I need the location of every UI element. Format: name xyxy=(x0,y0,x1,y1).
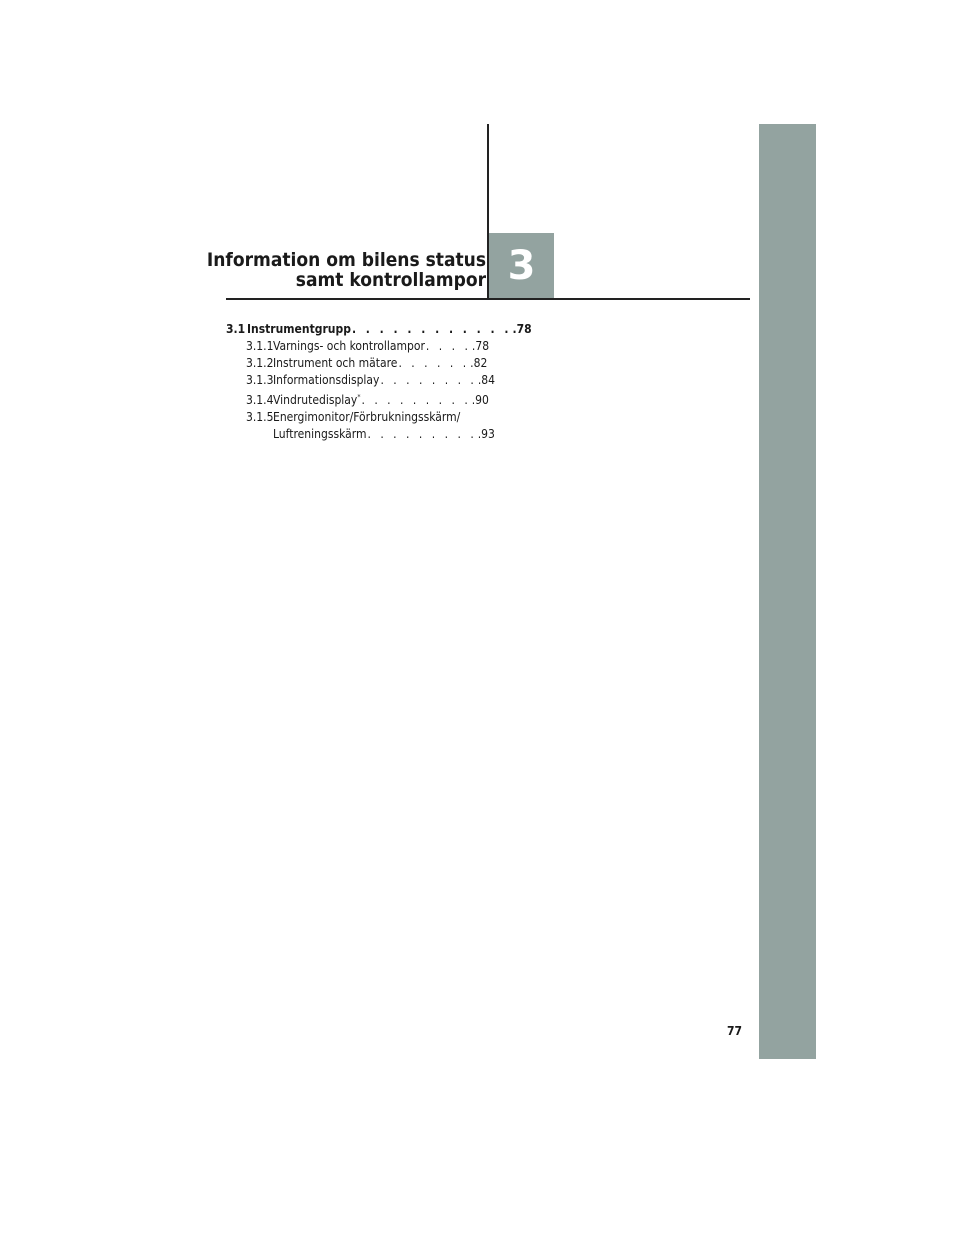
toc-entry-label: Informationsdisplay xyxy=(273,373,380,387)
toc-entry-3-1[interactable] xyxy=(226,321,532,338)
chapter-number: 3 xyxy=(507,242,536,289)
toc-entry-page: .84 xyxy=(477,373,496,387)
toc-entry-3-1-5[interactable] xyxy=(226,409,468,426)
toc-entry-number: 3.1.3 xyxy=(246,373,274,387)
chapter-title xyxy=(207,250,486,290)
toc-leader-dots: . . . . . . . . . xyxy=(361,393,471,407)
toc-leader-dots: . . . . . . . . xyxy=(380,373,477,387)
toc-entry-number: 3.1 xyxy=(226,322,246,336)
toc-leader-dots: . . . . xyxy=(425,339,471,353)
toc-leader-dots: . . . . . . . . . . . . xyxy=(351,322,512,336)
toc-leader-dots: . . . . . . xyxy=(398,356,470,370)
chapter-side-tab xyxy=(759,124,816,1059)
table-of-contents xyxy=(226,321,532,443)
toc-leader-dots: . . . . . . . . . xyxy=(367,427,477,441)
horizontal-rule xyxy=(226,298,750,300)
toc-entry-3-1-5-continuation[interactable] xyxy=(226,426,495,443)
toc-entry-number: 3.1.4 xyxy=(246,393,274,407)
toc-entry-3-1-3[interactable] xyxy=(226,372,496,389)
toc-entry-number: 3.1.5 xyxy=(246,410,274,424)
toc-entry-3-1-4[interactable] xyxy=(226,389,489,409)
toc-entry-label: Instrumentgrupp xyxy=(247,322,351,336)
toc-entry-number: 3.1.1 xyxy=(246,339,274,353)
toc-entry-label: Varnings- och kontrollampor xyxy=(273,339,425,353)
toc-entry-label-text: Vindrutedisplay xyxy=(273,393,358,407)
toc-entry-page: .93 xyxy=(477,427,495,441)
footnote-asterisk: * xyxy=(357,393,361,401)
chapter-title-line-1: Information om bilens status xyxy=(206,249,486,271)
page-number: 77 xyxy=(727,1024,743,1038)
toc-entry-page: .78 xyxy=(471,339,490,353)
toc-entry-number: 3.1.2 xyxy=(246,356,274,370)
chapter-number-box xyxy=(489,233,554,298)
chapter-title-line-2: samt kontrollampor xyxy=(295,269,486,291)
toc-entry-label xyxy=(273,389,360,409)
toc-entry-page: .82 xyxy=(470,356,488,370)
toc-entry-page: .78 xyxy=(512,322,532,336)
toc-entry-page: .90 xyxy=(471,393,489,407)
toc-entry-3-1-2[interactable] xyxy=(226,355,488,372)
toc-entry-label: Energimonitor/Förbrukningsskärm/ xyxy=(273,410,461,424)
toc-entry-label: Instrument och mätare xyxy=(273,356,398,370)
toc-entry-label: Luftreningsskärm xyxy=(273,427,367,441)
toc-entry-3-1-1[interactable] xyxy=(226,338,490,355)
